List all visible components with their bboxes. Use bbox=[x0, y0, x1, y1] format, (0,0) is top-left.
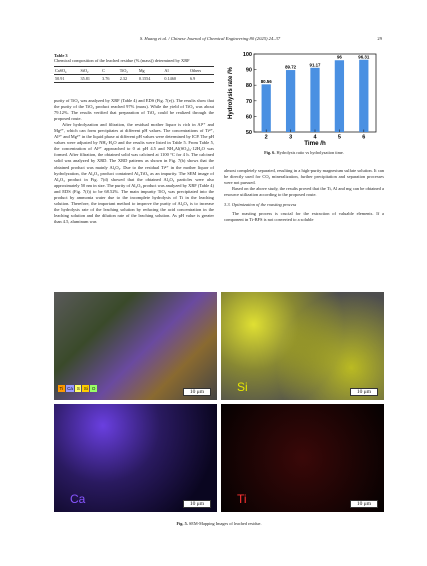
table-header: TiO₂ bbox=[119, 68, 128, 74]
fig6-caption-text: Hydrolysis ratio vs hydrolyzation time. bbox=[276, 150, 344, 155]
table-cell: 2.32 bbox=[119, 76, 128, 82]
data-label: 91.17 bbox=[309, 62, 321, 68]
bar bbox=[310, 68, 319, 132]
data-label: 96.31 bbox=[358, 54, 370, 60]
legend-item: O bbox=[91, 386, 96, 391]
table3-label: Table 3 bbox=[54, 53, 68, 58]
element-label-ca: Ca bbox=[70, 492, 86, 506]
paragraph: purity of TiO₂ was analyzed by XRF (Table 4) and EDS (Fig. 7(e)). The results show that the purity of the TiO₂ product reached 97% (mass). While the yield of TiO₂ was about 79.12%. The results verified that preparation of TiO₂ could be realized through the proposed route. bbox=[54, 98, 214, 122]
scale-bar: 10 μm bbox=[350, 500, 378, 508]
table-cell: 3.76 bbox=[102, 76, 110, 82]
y-tick-label: 90 bbox=[245, 67, 252, 74]
x-tick-label: 6 bbox=[362, 134, 366, 141]
x-tick-label: 3 bbox=[289, 134, 293, 141]
fig6-caption bbox=[224, 150, 384, 155]
y-tick-label: 50 bbox=[245, 130, 252, 136]
element-legend bbox=[58, 385, 97, 392]
table3-caption bbox=[54, 53, 214, 64]
element-label-ti: Ti bbox=[237, 492, 247, 506]
table3-caption-text: Chemical composition of the leached residue (% (mass)) determined by XRF bbox=[54, 58, 190, 64]
journal-citation: S. Huang et al. / Chinese Journal of Chemical Engineering 80 (2025) 24–37 bbox=[139, 36, 281, 41]
bar bbox=[359, 60, 368, 132]
table-header: Mg bbox=[138, 68, 145, 74]
table3 bbox=[54, 66, 214, 83]
paragraph: almost completely separated, resulting in a high-purity magnesium sulfate solution. It can be directly used for CO₂ mineralization, further precipitation and separation processes were not pursued. bbox=[224, 168, 384, 186]
scale-bar: 10 μm bbox=[183, 500, 211, 508]
sem-panel-ti bbox=[221, 404, 384, 512]
y-tick-label: 70 bbox=[245, 98, 252, 105]
table-cell: 35.81 bbox=[80, 76, 90, 82]
table-cell: 6.9 bbox=[190, 76, 196, 82]
left-column bbox=[54, 98, 214, 225]
fig5-label: Fig. 5. bbox=[176, 521, 188, 526]
table-row bbox=[54, 75, 214, 83]
legend-item: Si bbox=[83, 386, 88, 391]
sem-panel-overlay bbox=[54, 292, 217, 400]
page-number: 29 bbox=[377, 36, 382, 41]
bar bbox=[286, 70, 295, 132]
table-header: C bbox=[102, 68, 105, 74]
paragraph: The roasting process is crucial for the extraction of valuable elements. If a component in Ti-BFS is not converted to a soluble bbox=[224, 211, 384, 223]
sem-panel-ca bbox=[54, 404, 217, 512]
sem-mapping-figure bbox=[54, 292, 384, 512]
x-tick-label: 4 bbox=[313, 134, 317, 141]
table-header-row bbox=[54, 67, 214, 75]
table-cell: 0.1554 bbox=[138, 76, 151, 82]
y-axis-label: Hydrolysis rate /% bbox=[228, 66, 234, 120]
table-cell: 50.91 bbox=[55, 76, 65, 82]
data-label: 96 bbox=[336, 54, 342, 60]
y-tick-label: 100 bbox=[242, 52, 252, 58]
fig6-label: Fig. 6. bbox=[264, 150, 276, 155]
legend-item: Ti bbox=[59, 386, 64, 391]
x-axis-label: Time /h bbox=[304, 140, 326, 147]
data-label: 89.72 bbox=[285, 64, 297, 70]
sem-panel-si bbox=[221, 292, 384, 400]
bar bbox=[262, 84, 271, 132]
table-header: SiO₂ bbox=[80, 68, 89, 74]
paragraph: After hydrolyzation and filtration, the residual mother liquor is rich in Al³⁺ and Mg²⁺, which can form precipitates at different pH values. The concentrations of Ti⁴⁺, Al³⁺ and Mg²⁺ in the liquid phase at different pH values were determined by ICP. The pH values were adjusted by NH₃·H₂O and the results were listed in Table 5. From Table 5, the concentration of Al³⁺ approached to 0 at pH 4.5 and NH₄Al(SO₄)₂·12H₂O was formed. After filtration, the obtained solid was calcined at 1100 °C for 4 h. The calcined solid was analyzed by XRD. The XRD patterns as shown in Fig. 7(b) shows that the obtained product was mainly Al₂O₃. Due to the residual Ti⁴⁺ in the mother liquor of hydrolyzation, the Al₂O₃ product contained Al₂TiO₅ as an impurity. The SEM image of Al₂O₃ product in Fig. 7(d) showed that the obtained Al₂O₃ particles were also approximately 50 nm in size. The purity of Al₂O₃ product was analyzed by XRF (Table 4) and EDS (Fig. 7(f)) to be 68.52%. The main impurity TiO₂ was precipitated into the product by ammonia water due to the incomplete hydrolysis of Ti in the leaching solution. Therefore, the important method to improve the purity of Al₂O₃ is to increase the hydrolysis rate of the leaching solution by reducing the acid concentration in the leaching solution and the dilution rate of the leaching solution. As pH value is greater than 4.5, aluminum was bbox=[54, 122, 214, 224]
section-heading: 3.3. Optimization of the roasting process bbox=[224, 202, 297, 208]
right-column bbox=[224, 168, 384, 223]
element-label-si: Si bbox=[237, 380, 248, 394]
x-tick-label: 2 bbox=[264, 134, 268, 141]
table-header: Others bbox=[190, 68, 202, 74]
y-tick-label: 60 bbox=[245, 114, 252, 121]
x-tick-label: 5 bbox=[337, 134, 341, 141]
paragraph: Based on the above study, the results proved that the Ti, Al and mg can be obtained a resource utilization according to the proposed route. bbox=[224, 186, 384, 198]
fig5-caption-text: SEM-Mapping Images of leached residue. bbox=[188, 521, 262, 526]
bar bbox=[335, 60, 344, 132]
scale-bar: 10 μm bbox=[350, 388, 378, 396]
hydrolysis-chart bbox=[224, 48, 384, 148]
data-label: 80.56 bbox=[260, 78, 272, 84]
fig5-caption bbox=[54, 521, 384, 526]
table-cell: 0.1460 bbox=[164, 76, 176, 82]
y-tick-label: 80 bbox=[245, 83, 252, 90]
scale-bar: 10 μm bbox=[183, 388, 211, 396]
legend-item: S bbox=[76, 386, 80, 391]
table-header: Al bbox=[164, 68, 169, 74]
legend-item: Ca bbox=[67, 386, 73, 391]
table-header: CaSO₄ bbox=[55, 68, 67, 74]
